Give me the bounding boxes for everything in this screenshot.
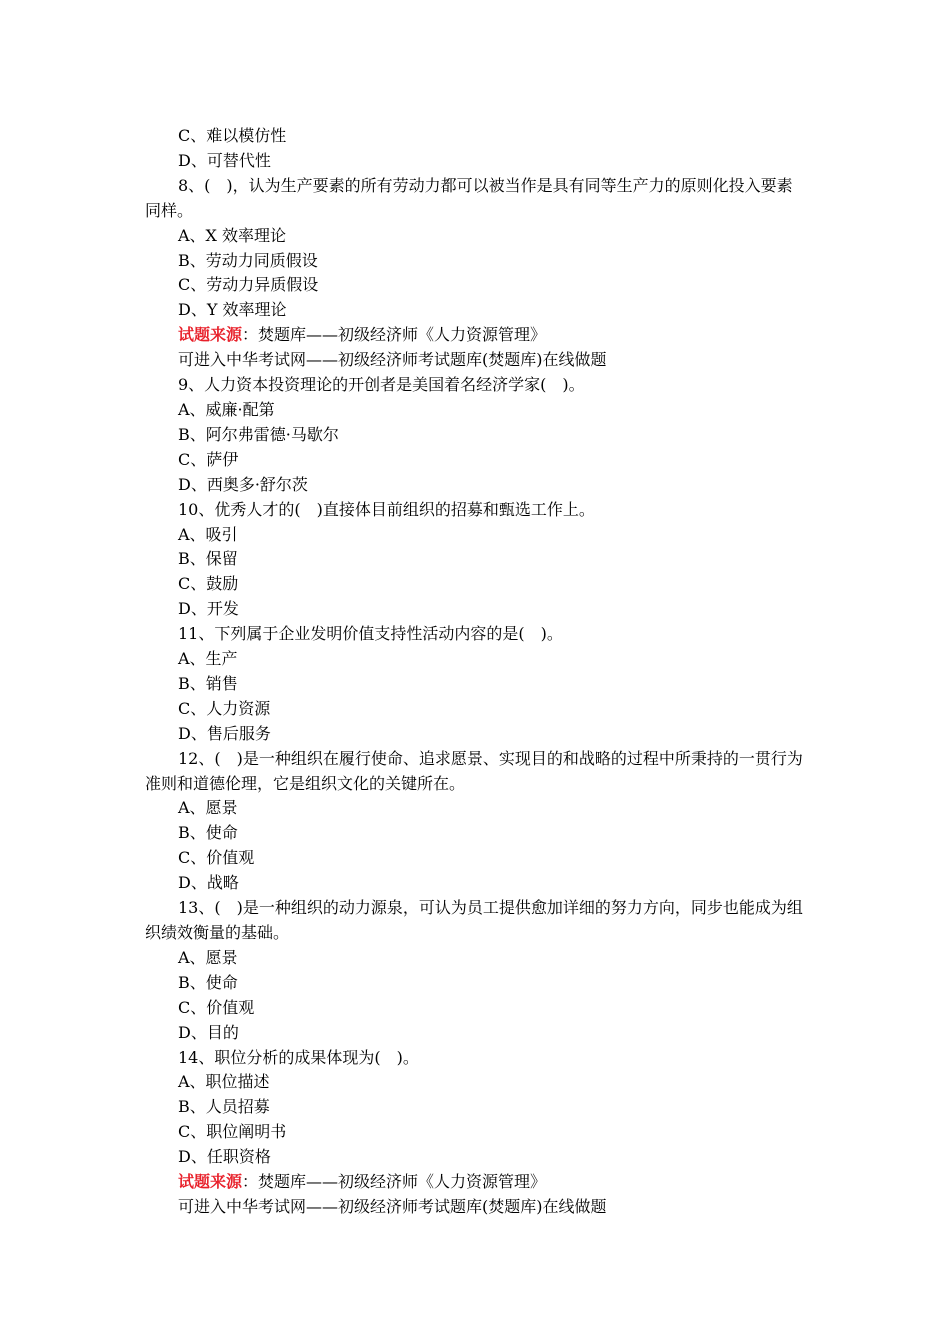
option-11b: B、销售 (178, 673, 238, 693)
option-9b: B、阿尔弗雷德·马歇尔 (178, 424, 339, 444)
option-13c: C、价值观 (178, 997, 255, 1017)
option-13b: B、使命 (178, 972, 238, 992)
option-9d: D、西奥多·舒尔茨 (178, 474, 308, 494)
option-14c: C、职位阐明书 (178, 1122, 287, 1142)
question-9: 9、人力资本投资理论的开创者是美国着名经济学家( )。 (178, 375, 585, 395)
question-12: 12、( )是一种组织在履行使命、追求愿景、实现目的和战略的过程中所秉持的一贯行为准则和道德伦理，它是组织文化的关键所在。 (145, 748, 803, 793)
option-14d: D、任职资格 (178, 1147, 271, 1167)
option-9c: C、萨伊 (178, 449, 239, 469)
option-10b: B、保留 (178, 549, 238, 569)
option-8d: D、Y 效率理论 (178, 300, 287, 320)
option-14b: B、人员招募 (178, 1097, 270, 1117)
option-13d: D、目的 (178, 1022, 239, 1042)
source-label-1: 试题来源 (178, 325, 243, 345)
source-text-2: ：焚题库——初级经济师《人力资源管理》 (242, 1172, 547, 1192)
question-13: 13、( )是一种组织的动力源泉，可认为员工提供愈加详细的努力方向，同步也能成为组织绩效衡量的基础。 (145, 898, 803, 942)
option-10c: C、鼓励 (178, 574, 239, 594)
question-14: 14、职位分析的成果体现为( )。 (178, 1047, 419, 1067)
option-8c: C、劳动力异质假设 (178, 275, 319, 295)
option-11c: C、人力资源 (178, 698, 271, 718)
option-11a: A、生产 (178, 649, 238, 669)
source-line-2 (145, 1170, 805, 1195)
source-text-1: ：焚题库——初级经济师《人力资源管理》 (242, 325, 547, 345)
source-label-2: 试题来源 (178, 1172, 243, 1192)
option-8a: A、X 效率理论 (178, 225, 287, 245)
option-12d: D、战略 (178, 873, 239, 893)
option-13a: A、愿景 (178, 947, 238, 967)
option-7c: C、难以模仿性 (178, 126, 287, 145)
question-10: 10、优秀人才的( )直接体目前组织的招募和甄选工作上。 (178, 499, 595, 519)
question-11: 11、下列属于企业发明价值支持性活动内容的是( )。 (178, 624, 563, 644)
option-7d: D、可替代性 (178, 150, 271, 170)
option-9a: A、威廉·配第 (178, 399, 275, 419)
option-14a: A、职位描述 (178, 1072, 270, 1092)
option-12a: A、愿景 (178, 798, 238, 818)
option-11d: D、售后服务 (178, 723, 271, 743)
option-10a: A、吸引 (178, 524, 238, 544)
option-8b: B、劳动力同质假设 (178, 250, 318, 270)
option-12b: B、使命 (178, 823, 238, 843)
option-12c: C、价值观 (178, 848, 255, 868)
option-10d: D、开发 (178, 599, 239, 619)
document-page (145, 124, 805, 1220)
source-line-1 (145, 323, 805, 348)
source-note-1: 可进入中华考试网——初级经济师考试题库(焚题库)在线做题 (178, 350, 607, 370)
source-note-2: 可进入中华考试网——初级经济师考试题库(焚题库)在线做题 (178, 1196, 607, 1216)
question-8: 8、( )，认为生产要素的所有劳动力都可以被当作是具有同等生产力的原则化投入要素同样。 (145, 175, 793, 220)
